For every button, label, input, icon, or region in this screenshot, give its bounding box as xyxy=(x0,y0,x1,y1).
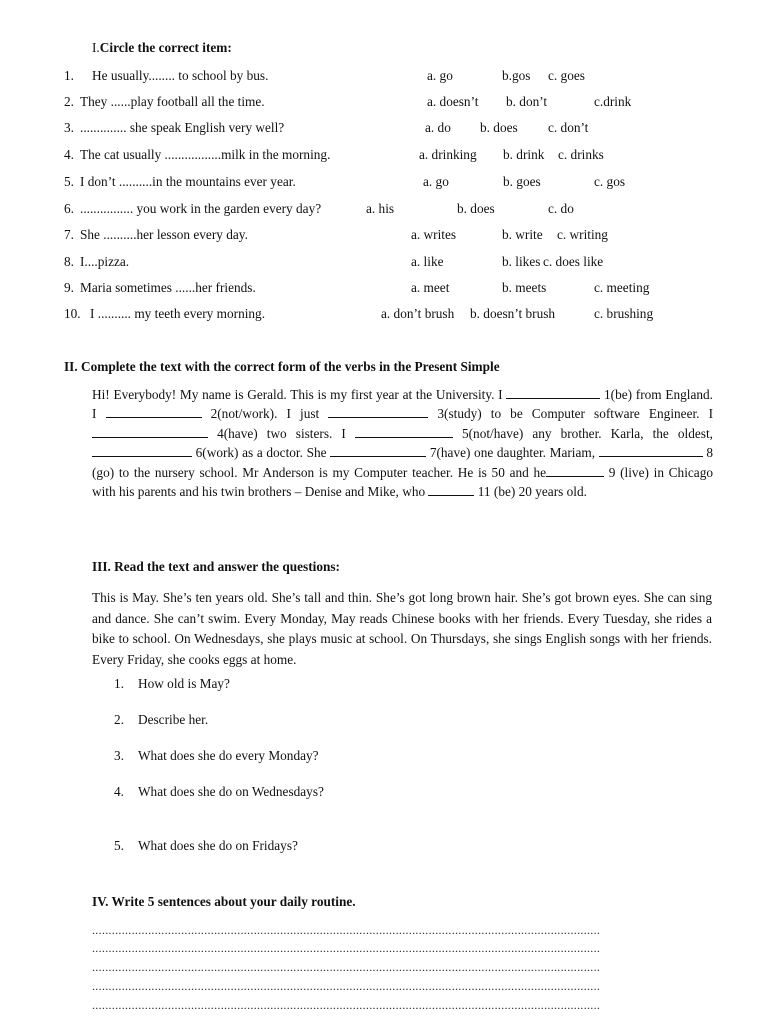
list-item: 2. They ......play football all the time. a. doesn’t b. don’t c.drink xyxy=(64,94,632,109)
blank-1[interactable] xyxy=(506,387,600,399)
list-item: 10. I .......... my teeth every morning. a. don’t brush b. doesn’t brush c. brushing xyxy=(64,306,654,321)
list-item: 4. The cat usually .................milk in the morning. a. drinking b. drink c. drinks xyxy=(64,147,604,162)
blank-2[interactable] xyxy=(106,406,202,418)
list-item: 5. What does she do on Fridays? xyxy=(114,838,298,853)
list-item: 5. I don’t ..........in the mountains ever year. a. go b. goes c. gos xyxy=(64,174,626,189)
blank-3[interactable] xyxy=(328,406,428,418)
writing-line[interactable]: .......................................................................................................................................................... xyxy=(92,979,601,993)
list-item: 7. She ..........her lesson every day. a. writes b. write c. writing xyxy=(64,227,608,242)
blank-5[interactable] xyxy=(355,426,453,438)
list-item: 1. How old is May? xyxy=(114,676,230,691)
list-item: 8. I....pizza. a. like b. likes c. does like xyxy=(64,254,604,269)
list-item: 1. He usually........ to school by bus. a. go b.gos c. goes xyxy=(64,68,585,83)
writing-line[interactable]: .......................................................................................................................................................... xyxy=(92,941,601,955)
blank-11[interactable] xyxy=(428,484,474,496)
blank-7[interactable] xyxy=(330,445,426,457)
section1-title xyxy=(92,40,232,56)
writing-line[interactable]: .......................................................................................................................................................... xyxy=(92,960,601,974)
list-item: 2. Describe her. xyxy=(114,712,209,727)
blank-9[interactable] xyxy=(546,465,604,477)
section4-title: IV. Write 5 sentences about your daily routine. xyxy=(92,894,356,909)
list-item: 9. Maria sometimes ......her friends. a. meet b. meets c. meeting xyxy=(64,280,650,295)
section2-paragraph: Hi! Everybody! My name is Gerald. This is my first year at the University. I 1(be) from England. I 2(not/work). I just 3(study) to be Computer software Engineer. I 4(have) two sisters. I 5(not/have) any brother. Karla, the oldest, 6(work) as a doctor. She 7(have) one daughter. Mariam, 8 (go) to the nursery school. Mr Anderson is my Computer teacher. He is 50 and he 9 (live) in Chicago with his parents and his twin brothers – Denise and Mike, who 11 (be) 20 years old. xyxy=(92,387,714,500)
list-item: 6. ................ you work in the garden every day? a. his b. does c. do xyxy=(64,201,574,216)
blank-6[interactable] xyxy=(92,445,192,457)
blank-4[interactable] xyxy=(92,426,208,438)
writing-line[interactable]: .......................................................................................................................................................... xyxy=(92,998,601,1012)
section1-title-text: Circle the correct item: xyxy=(99,40,232,55)
writing-line[interactable]: .......................................................................................................................................................... xyxy=(92,923,601,937)
section1-title-prefix: I. xyxy=(92,40,100,55)
section3-title: III. Read the text and answer the questions: xyxy=(92,559,340,574)
list-item: 3. .............. she speak English very well? a. do b. does c. don’t xyxy=(64,120,589,135)
section3-passage: This is May. She’s ten years old. She’s tall and thin. She’s got long brown hair. She’s got brown eyes. She can sing and dance. She can’t swim. Every Monday, May reads Chinese books with her friends. Every Tuesday, she rides a bike to school. On Wednesdays, she plays music at school. On Thursdays, she sings English songs with her friends. Every Friday, she cooks eggs at home. xyxy=(92,590,712,667)
section2-title: II. Complete the text with the correct form of the verbs in the Present Simple xyxy=(64,359,500,374)
blank-8[interactable] xyxy=(599,445,703,457)
list-item: 4. What does she do on Wednesdays? xyxy=(114,784,324,799)
list-item: 3. What does she do every Monday? xyxy=(114,748,319,763)
